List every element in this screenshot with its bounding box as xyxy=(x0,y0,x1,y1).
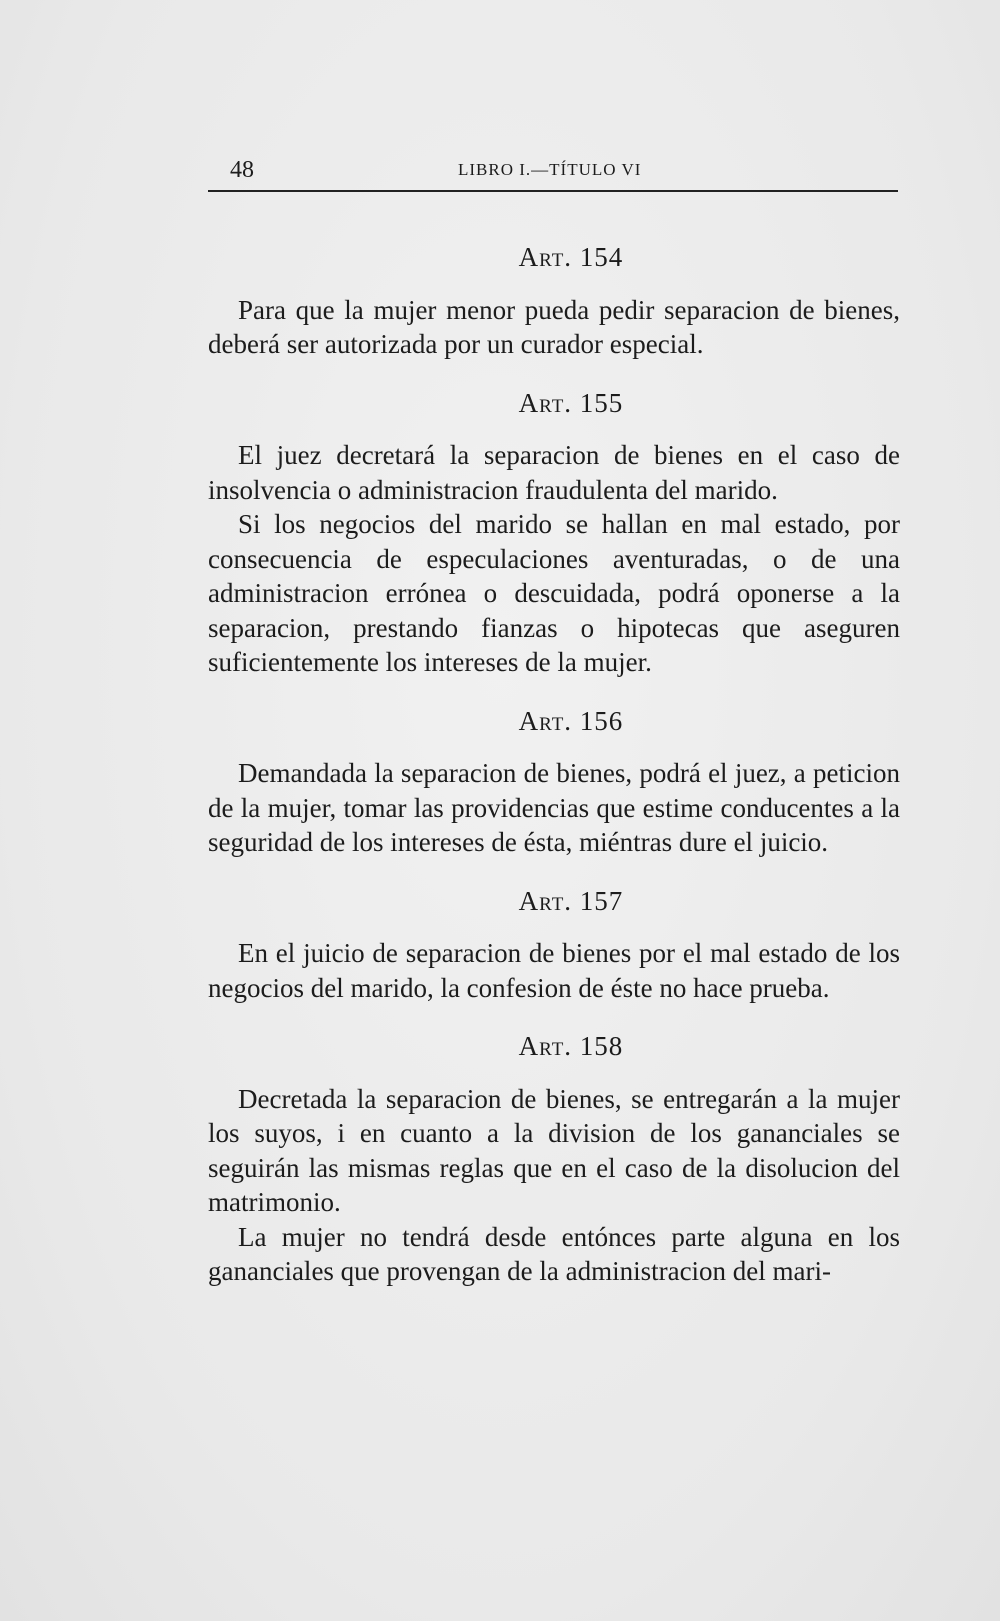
article-paragraph: Decretada la separacion de bienes, se entregarán a la mujer los suyos, i en cuanto a la division de los gananciales se seguirán las mismas reglas que en el caso de la disolucion del matrimonio. xyxy=(208,1083,900,1217)
article-paragraph: En el juicio de separacion de bienes por el mal estado de los negocios del marido, la confesion de éste no hace prueba. xyxy=(208,938,900,1003)
article-paragraph: Si los negocios del marido se hallan en mal estado, por consecuencia de especulaciones aventuradas, o de una administracion errónea o descuidada, podrá oponerse a la separacion, prestando fianzas o hipotecas que aseguren suficientemente los intereses de la mujer. xyxy=(208,509,900,677)
article-paragraph: Para que la mujer menor pueda pedir separacion de bienes, deberá ser autorizada por un curador especial. xyxy=(208,294,900,359)
article-heading: Art. 156 xyxy=(518,705,624,736)
article-paragraph: La mujer no tendrá desde entónces parte alguna en los gananciales que provengan de la administracion del mari- xyxy=(208,1221,900,1286)
article-paragraph: Demandada la separacion de bienes, podrá el juez, a peticion de la mujer, tomar las providencias que estime conducentes a la seguridad de los intereses de ésta, miéntras dure el juicio. xyxy=(208,758,900,857)
article-paragraph: El juez decretará la separacion de bienes en el caso de insolvencia o administracion fraudulenta del marido. xyxy=(208,440,900,505)
page-body xyxy=(208,210,900,1289)
article-heading: Art. 154 xyxy=(518,242,624,272)
page-number: 48 xyxy=(230,157,254,183)
article-heading: Art. 158 xyxy=(518,1031,624,1061)
page-header xyxy=(208,150,898,190)
article-heading: Art. 155 xyxy=(518,387,624,418)
header-rule xyxy=(208,190,898,192)
article-heading: Art. 157 xyxy=(518,885,624,916)
running-head: LIBRO I.—TÍTULO VI xyxy=(458,160,642,179)
